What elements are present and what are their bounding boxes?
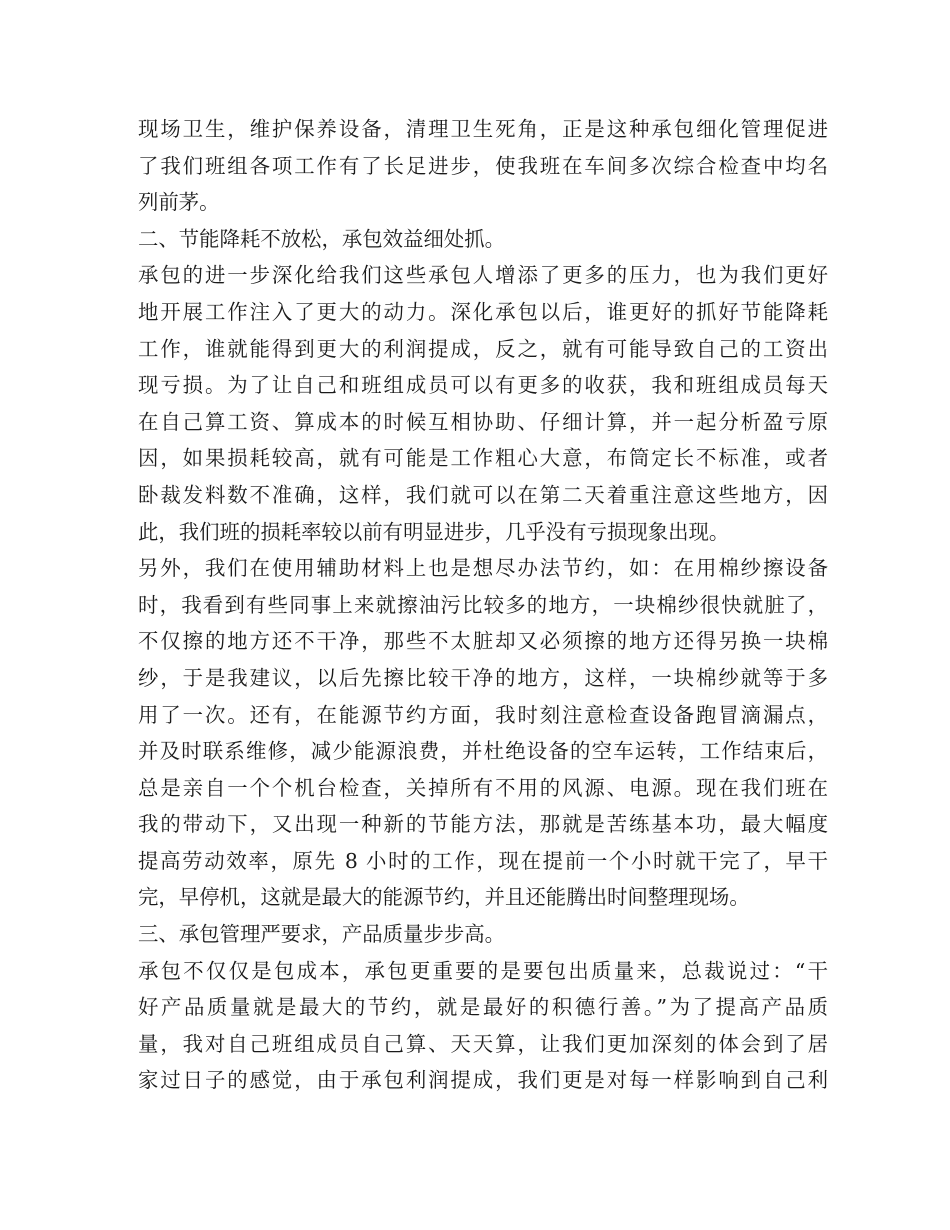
text-line: 用了一次。还有，在能源节约方面，我时刻注意检查设备跑冒滴漏点， [138,702,828,727]
document-body [138,111,828,1099]
text-line: 卧裁发料数不准确，这样，我们就可以在第二天着重注意这些地方，因 [138,482,828,507]
section-heading: 三、承包管理严要求，产品质量步步高。 [138,922,506,947]
text-line: 此，我们班的损耗率较以前有明显进步，几乎没有亏损现象出现。 [138,519,730,544]
text-line: 现亏损。为了让自己和班组成员可以有更多的收获，我和班组成员每天 [138,373,828,398]
text-line: 承包的进一步深化给我们这些承包人增添了更多的压力，也为我们更好 [138,263,828,288]
text-line: 地开展工作注入了更大的动力。深化承包以后，谁更好的抓好节能降耗 [138,299,828,324]
text-line: 家过日子的感觉，由于承包利润提成，我们更是对每一样影响到自己利 [138,1068,828,1093]
text-line: 在自己算工资、算成本的时候互相协助、仔细计算，并一起分析盈亏原 [138,409,828,434]
text-line: 不仅擦的地方还不干净，那些不太脏却又必须擦的地方还得另换一块棉 [138,629,828,654]
text-line: 工作，谁就能得到更大的利润提成，反之，就有可能导致自己的工资出 [138,336,828,361]
text-line: 总是亲自一个个机台检查，关掉所有不用的风源、电源。现在我们班在 [138,775,828,800]
text-line: 纱，于是我建议，以后先擦比较干净的地方，这样，一块棉纱就等于多 [138,665,828,690]
text-line: 并及时联系维修，减少能源浪费，并杜绝设备的空车运转，工作结束后， [138,739,828,764]
text-line: 量，我对自己班组成员自己算、天天算，让我们更加深刻的体会到了居 [138,1031,828,1056]
text-line: 另外，我们在使用辅助材料上也是想尽办法节约，如：在用棉纱擦设备 [138,556,828,581]
section-heading: 二、节能降耗不放松，承包效益细处抓。 [138,226,506,251]
text-line: 好产品质量就是最大的节约，就是最好的积德行善。”为了提高产品质 [138,995,828,1020]
text-line: 提高劳动效率，原先 8 小时的工作，现在提前一个小时就干完了，早干 [138,848,828,873]
text-line: 了我们班组各项工作有了长足进步，使我班在车间多次综合检查中均名 [138,153,828,178]
text-line: 因，如果损耗较高，就有可能是工作粗心大意，布筒定长不标准，或者 [138,446,828,471]
text-line: 我的带动下，又出现一种新的节能方法，那就是苦练基本功，最大幅度 [138,812,828,837]
text-line: 列前茅。 [138,190,220,215]
text-line: 承包不仅仅是包成本，承包更重要的是要包出质量来，总裁说过：“干 [138,958,828,983]
text-line: 完，早停机，这就是最大的能源节约，并且还能腾出时间整理现场。 [138,885,750,910]
text-line: 时，我看到有些同事上来就擦油污比较多的地方，一块棉纱很快就脏了， [138,592,828,617]
text-line: 现场卫生，维护保养设备，清理卫生死角，正是这种承包细化管理促进 [138,117,828,141]
